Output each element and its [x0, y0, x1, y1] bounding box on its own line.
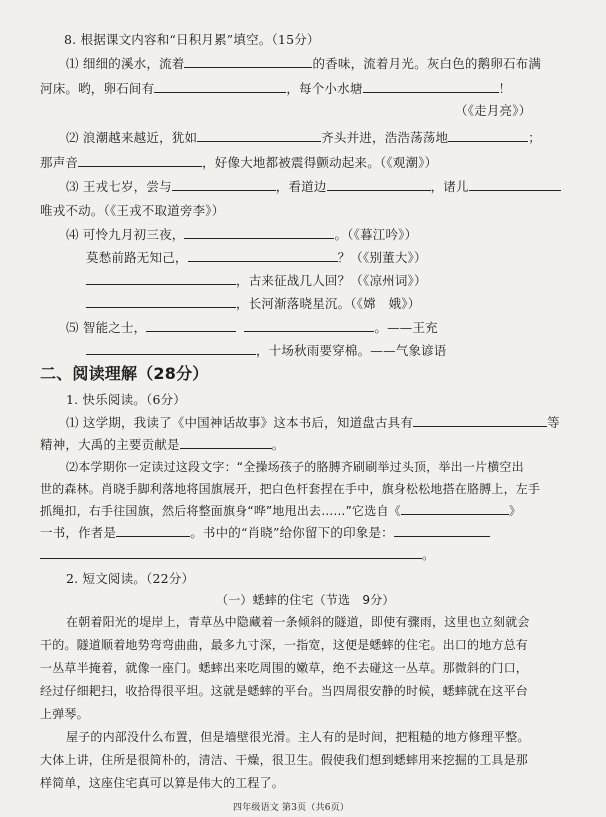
answer-blank[interactable]	[197, 130, 321, 142]
answer-blank[interactable]	[184, 227, 334, 239]
passage-line: 样简单，这座住宅真可以算是伟大的工程了。	[40, 776, 285, 790]
q2-title: 2. 短文阅读。（22分）	[66, 571, 195, 586]
page-footer: 四年级语文 第3页（共6页）	[233, 803, 350, 813]
answer-blank[interactable]	[244, 320, 374, 332]
passage-line: 在朝着阳光的堤岸上，青草丛中隐藏着一条倾斜的隧道，即使有骤雨，这里也立刻就会	[66, 615, 530, 629]
answer-blank[interactable]	[184, 56, 312, 68]
answer-blank[interactable]	[413, 415, 547, 427]
answer-blank[interactable]	[469, 179, 561, 191]
answer-blank[interactable]	[86, 273, 236, 285]
q8-item1-line2: 河床。哟，卵石间有 ，每个小水塘 ！	[40, 81, 512, 96]
q8-item4-line3: ，古来征战几人回？（《凉州词》）	[86, 273, 427, 289]
q1-part2-line4: 一书，作者是 。书中的“肖晓”给你留下的印象是：	[40, 525, 490, 541]
answer-blank[interactable]	[180, 437, 272, 449]
q8-item2-line2: 那声音 ，好像大地都被震得颤动起来。（《观潮》）	[40, 155, 438, 170]
q1-part1-line2: 精神，大禹的主要贡献是 。	[40, 437, 285, 452]
section-heading: 二、阅读理解（28分）	[40, 364, 209, 383]
passage-line: 一丛草半掩着，就像一座门。蟋蟀出来吃周围的嫩草，绝不去碰这一丛草。那微斜的门口，	[40, 661, 529, 675]
answer-blank[interactable]	[327, 179, 431, 191]
q8-item4-line2: 莫愁前路无知己， ？（《别董大》）	[86, 250, 427, 265]
q1-part1-line1: ⑴ 这学期，我读了《中国神话故事》这本书后，知道盘古具有 等	[66, 415, 560, 430]
answer-blank[interactable]	[363, 81, 499, 93]
passage-line: 大体上讲，住所是很简朴的，清洁、干燥，很卫生。假使我们想到蟋蟀用来挖掘的工具是那	[40, 753, 529, 767]
q8-item3-line2: 唯戎不动。（《王戎不取道旁李》）	[40, 203, 225, 218]
q8-item4-line1: ⑷ 可怜九月初三夜， 。（《暮江吟》）	[66, 227, 418, 242]
answer-blank[interactable]	[448, 130, 528, 142]
answer-blank[interactable]	[146, 320, 236, 332]
q8-item5-line2: ，十场秋雨要穿棉。——气象谚语	[86, 343, 447, 359]
q8-item5-line1: ⑸ 智能之士， 。——王充	[66, 320, 438, 335]
passage-line: 屋子的内部没什么布置，但是墙壁很光滑。主人有的是时间，把粗糙的地方修理平整。	[66, 730, 530, 744]
passage-line: 干的。隧道顺着地势弯弯曲曲，最多九寸深，一指宽，这便是蟋蟀的住宅。出口的地方总有	[40, 638, 529, 652]
answer-blank[interactable]	[116, 525, 190, 537]
answer-blank[interactable]	[86, 296, 236, 308]
q8-item1-source: （《走月亮》）	[455, 103, 532, 118]
q1-title: 1. 快乐阅读。（6分）	[66, 392, 187, 407]
q8-item2-line1: ⑵ 浪潮越来越近，犹如 齐头并进，浩浩荡荡地 ；	[66, 130, 541, 145]
q8-item4-line4: ，长河渐落晓星沉。（《嫦 娥》）	[86, 296, 420, 312]
answer-blank[interactable]	[78, 155, 202, 167]
q1-part2-line5: 。	[40, 547, 435, 563]
q1-part2-line3: 抓绳扣，右手往国旗，然后将整面旗身“哗”地甩出去……”它选自《 》	[40, 504, 522, 518]
answer-blank[interactable]	[188, 250, 338, 262]
answer-blank[interactable]	[172, 179, 276, 191]
answer-blank[interactable]	[401, 503, 509, 515]
passage-title: （一）蟋蟀的住宅（节选 9分）	[216, 593, 395, 607]
q1-part2-line2: 世的森林。肖晓手脚利落地将国旗展开，把白色杆套捏在手中，旗身松松地搭在胳膊上，左手	[40, 482, 541, 496]
q1-part2-line1: ⑵本学期你一定读过这段文字：“全操场孩子的胳膊齐刷刷举过头顶，举出一片横空出	[66, 460, 524, 474]
q8-title: 8. 根据课文内容和“日积月累”填空。（15分）	[64, 32, 320, 47]
answer-blank[interactable]	[40, 547, 422, 559]
answer-blank[interactable]	[394, 525, 490, 537]
q8-item3-line1: ⑶ 王戎七岁，尝与 ，看道边 ，诸儿	[66, 179, 561, 195]
answer-blank[interactable]	[86, 343, 256, 355]
passage-line: 上弹琴。	[40, 707, 89, 721]
passage-line: 经过仔细耙扫，收拾得很平坦。这就是蟋蟀的平台。当四周很安静的时候，蟋蟀就在这平台	[40, 684, 529, 698]
answer-blank[interactable]	[154, 81, 286, 93]
q8-item1-line1: ⑴ 细细的溪水，流着 的香味，流着月光。灰白色的鹅卵石布满	[66, 56, 542, 71]
